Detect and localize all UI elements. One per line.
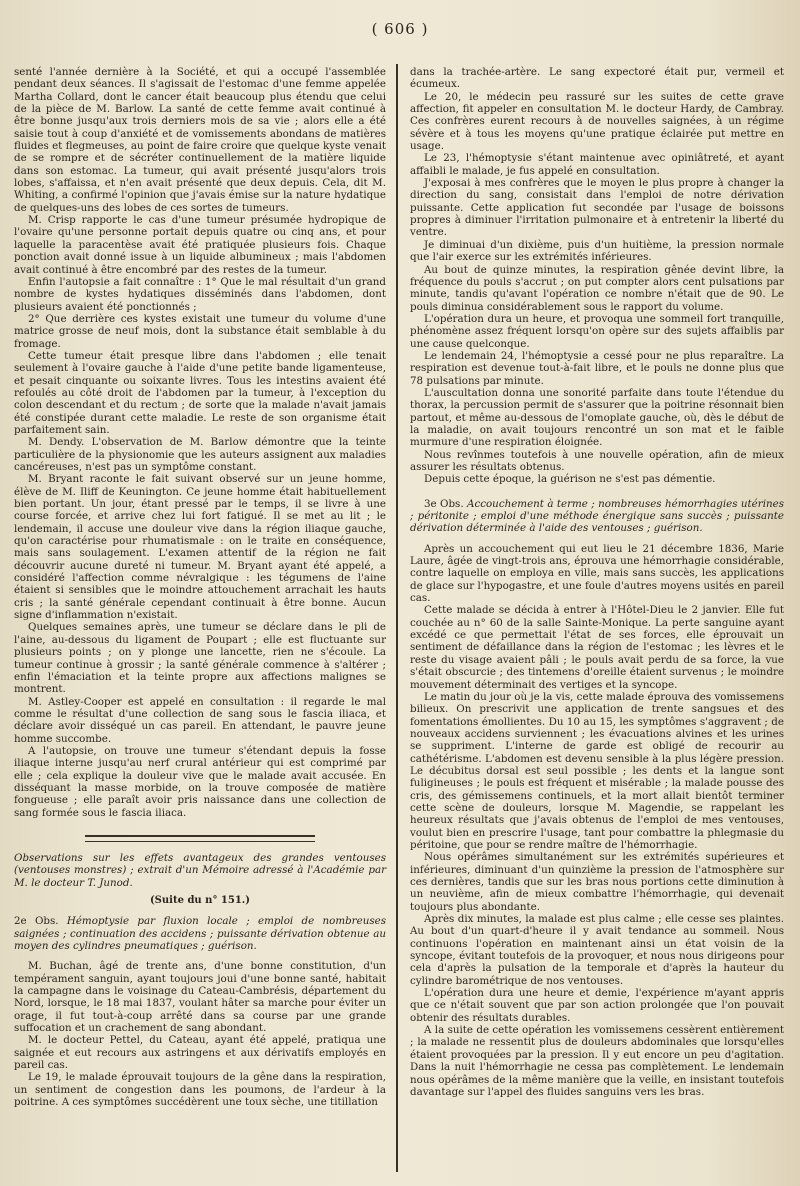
paragraph: Je diminuai d'un dixième, puis d'un huitième, la pression normale que l'air exerce sur les extrémités inférieures. <box>410 238 784 264</box>
paragraph: Après dix minutes, la malade est plus calme ; elle cesse ses plaintes. Au bout d'un quart-d'heure il y avait tendance au sommeil. Nous continuons l'opération en maintenant ainsi un état voisin de la syncope, évitant toutefois de la provoquer, et nous nous dirigeons pour cela d'après la pulsation de la temporale et d'après la hauteur du cylindre barométrique de nos ventouses. <box>410 913 784 987</box>
paragraph: Enfin l'autopsie a fait connaître : 1° Que le mal résultait d'un grand nombre de kystes hydatiques disséminés dans l'abdomen, dont plusieurs avaient été ponctionnés ; <box>14 275 386 313</box>
paragraph: Quelques semaines après, une tumeur se déclare dans le pli de l'aine, au-dessous du ligament de Poupart ; elle est fluctuante sur plusieurs points ; on y plonge une lancette, rien ne s'écoule. La tumeur continue à grossir ; la santé générale commence à s'altérer ; enfin l'émaciation et la teinte propre aux affections malignes se montrent. <box>14 621 386 696</box>
paragraph: M. Buchan, âgé de trente ans, d'une bonne constitution, d'un tempérament sanguin, ayant toujours joui d'une bonne santé, habitait la campagne dans le voisinage du Cateau-Cambrésis, département du Nord, lorsque, le 18 mai 1837, voulant hâter sa marche pour éviter un orage, il fut tout-à-coup arrêté dans sa course par une grande suffocation et un crachement de sang abondant. <box>14 960 386 1035</box>
observation-title: Hémoptysie par fluxion locale ; emploi de nombreuses saignées ; continuation des accidens ; puissante dérivation obtenue au moyen des cylindres pneumatiques ; guérison. <box>14 915 386 953</box>
paragraph: Le 23, l'hémoptysie s'étant maintenue avec opiniâtreté, et ayant affaibli le malade, je fus appelé en consultation. <box>410 152 784 177</box>
continuation-note: (Suite du n° 151.) <box>149 895 251 906</box>
page-number: ( 606 ) <box>371 20 429 38</box>
paragraph: Le 20, le médecin peu rassuré sur les suites de cette grave affection, fit appeler en consultation M. le docteur Hardy, de Cambray. Ces confrères eurent recours à de nouvelles saignées, à un régime sévère et à tous les moyens qu'une pratique éclairée put mettre en usage. <box>410 90 784 153</box>
paragraph: Nous revînmes toutefois à une nouvelle opération, afin de mieux assurer les résultats obtenus. <box>410 448 784 473</box>
paragraph: Cette malade se décida à entrer à l'Hôtel-Dieu le 2 janvier. Elle fut couchée au n° 60 de la salle Sainte-Monique. La perte sanguine ayant excédé ce que permettait l'état de ses forces, elle éprouvait un sentiment de défaillance dans la région de l'estomac ; les lèvres et le reste du visage avaient pâli ; le pouls avait perdu de sa force, la vue s'était obscurcie ; des tintemens d'oreille étaient survenus ; le moindre mouvement déterminait des vertiges et la syncope. <box>410 604 784 691</box>
paragraph: L'auscultation donna une sonorité parfaite dans toute l'étendue du thorax, la percussion permit de s'assurer que la poitrine résonnait bien partout, et même au-dessous de l'omoplate gauche, où, dès le début de la maladie, on avait toujours rencontré un son mat et le faible murmure d'une respiration éloignée. <box>410 386 784 449</box>
column-rule <box>396 64 398 1172</box>
observation-label: 2e Obs. <box>14 915 59 928</box>
article-title: Observations sur les effets avantageux des grandes ventouses (ventouses monstres) ; extrait d'un Mémoire adressé à l'Académie par M. le docteur T. Junod. <box>14 851 386 889</box>
paragraph: Depuis cette époque, la guérison ne s'est pas démentie. <box>424 473 716 486</box>
paragraph: M. Crisp rapporte le cas d'une tumeur présumée hydropique de l'ovaire qu'une personne portait depuis quatre ou cinq ans, et pour laquelle la paracentèse avait été pratiquée plusieurs fois. Chaque ponction avait donné issue à un liquide albumineux ; mais l'abdomen avait continué à être encombré par des restes de la tumeur. <box>14 214 386 276</box>
paragraph: J'exposai à mes confrères que le moyen le plus propre à changer la direction du sang, consistait dans l'emploi de notre dérivation puissante. Cette application fut secondée par l'usage de boissons propres à diminuer l'irritation pulmonaire et à entretenir la liberté du ventre. <box>410 177 784 239</box>
paragraph: Le lendemain 24, l'hémoptysie a cessé pour ne plus reparaître. La respiration est devenue tout-à-fait libre, et le pouls ne donne plus que 78 pulsations par minute. <box>410 349 784 387</box>
paragraph: Le 19, le malade éprouvait toujours de la gêne dans la respiration, un sentiment de congestion dans les poumons, de l'ardeur à la poitrine. A ces symptômes succédèrent une toux sèche, une titillation <box>14 1071 386 1109</box>
paragraph: M. Dendy. L'observation de M. Barlow démontre que la teinte particulière de la physionomie que les auteurs assignent aux maladies cancéreuses, n'est pas un symptôme constant. <box>14 436 386 473</box>
observation-label: 3e Obs. <box>424 497 464 510</box>
paragraph: senté l'année dernière à la Société, et qui a occupé l'assemblée pendant deux séances. Il s'agissait de l'estomac d'une femme appelée Martha Collard, dont le cancer était beaucoup plus étendu que celui de la pièce de M. Barlow. La santé de cette femme avait continué à être bonne jusqu'aux trois derniers mois de sa vie ; alors elle a été saisie tout à coup d'anxiété et de vomissements abondans de matières fluides et flegmeuses, au point de faire croire que quelque kyste venait de se rompre et de sécréter continuellement de la matière liquide dans son estomac. La tumeur, qui avait présenté jusqu'alors trois lobes, s'affaissa, et n'en avait présenté que deux depuis. Cela, dit M. Whiting, a confirmé l'opinion que j'avais émise sur la nature hydatique de quelques-uns des lobes de ces sortes de tumeurs. <box>14 66 386 214</box>
paragraph: A la suite de cette opération les vomissemens cessèrent entièrement ; la malade ne ressentit plus de douleurs abdominales que lorsqu'elles étaient provoquées par la pression. Il y eut encore un peu d'agitation. Dans la nuit l'hémorrhagie ne cessa pas complètement. Le lendemain nous opérâmes de la même manière que la veille, en insistant toutefois davantage sur l'appel des fluides sanguins vers les bras. <box>410 1024 784 1098</box>
observation-heading <box>14 915 386 952</box>
left-column <box>14 66 386 1109</box>
paragraph: A l'autopsie, on trouve une tumeur s'étendant depuis la fosse iliaque interne jusqu'au nerf crural antérieur qui est comprimé par elle ; cela explique la douleur vive que le malade avait accusée. En disséquant la masse morbide, on la trouve composée de matière fongueuse ; elle paraît avoir pris naissance dans une collection de sang formée sous le fascia iliaca. <box>14 744 386 819</box>
paragraph: L'opération dura une heure et demie, l'expérience m'ayant appris que ce n'était souvent que par son action prolongée que l'on pouvait obtenir des résultats durables. <box>410 987 784 1024</box>
paragraph: M. Bryant raconte le fait suivant observé sur un jeune homme, élève de M. Iliff de Keunington. Ce jeune homme était habituellement bien portant. Un jour, étant pressé par le temps, il se livre à une course forcée, et arrive chez lui fort fatigué. Il se met au lit ; le lendemain, il accuse une douleur vive dans la région iliaque gauche, qu'on caractérise pour rhumatismale : on le traite en conséquence, mais sans soulagement. L'examen attentif de la région ne fait découvrir aucune dureté ni tumeur. M. Bryant ayant été appelé, a considéré l'affection comme névralgique : les tégumens de l'aine étaient si sensibles que le moindre attouchement arrachait les hauts cris ; la santé générale cependant continuait à être bonne. Aucun signe d'inflammation n'existait. <box>14 473 386 622</box>
section-separator <box>85 835 315 842</box>
observation-heading <box>410 498 784 535</box>
paragraph: 2° Que derrière ces kystes existait une tumeur du volume d'une matrice grosse de neuf mois, dont la substance était semblable à du fromage. <box>14 312 386 350</box>
paragraph: Cette tumeur était presque libre dans l'abdomen ; elle tenait seulement à l'ovaire gauche à l'aide d'une petite bande ligamenteuse, et pesait cinquante ou soixante livres. Tous les intestins avaient été refoulés au côté droit de l'abdomen par la tumeur, à l'exception du colon descendant et du rectum ; de sorte que la malade n'avait jamais été constipée durant cette maladie. Le reste de son organisme était parfaitement sain. <box>14 349 386 436</box>
paragraph: L'opération dura un heure, et provoqua une sommeil fort tranquille, phénomène assez fréquent lorsqu'on opère sur des sujets affaiblis par une cause quelconque. <box>410 312 784 350</box>
paragraph: Le matin du jour où je la vis, cette malade éprouva des vomissemens bilieux. On prescrivit une application de trente sangsues et des fomentations émollientes. Du 10 au 15, les symptômes s'aggravent ; de nouveaux accidens surviennent ; les évacuations alvines et les urines se suppriment. L'interne de garde est obligé de recourir au cathétérisme. L'abdomen est devenu sensible à la plus légère pression. Le décubitus dorsal est seul possible ; les dents et la langue sont fuligineuses ; le pouls est fréquent et misérable ; la malade pousse des cris, des gémissemens continuels, et la mort allait bientôt terminer cette scène de douleurs, lorsque M. Magendie, se rappelant les heureux résultats que j'avais obtenus de l'emploi de mes ventouses, voulut bien en prescrire l'usage, tant pour combattre la phlegmasie du péritoine, que pour se rendre maître de l'hémorrhagie. <box>410 690 784 851</box>
paragraph: dans la trachée-artère. Le sang expectoré était pur, vermeil et écumeux. <box>410 66 784 91</box>
observation-title: Accouchement à terme ; nombreuses hémorrhagies utérines ; péritonite ; emploi d'une méthode énergique sans succès ; puissante dérivation déterminée à l'aide des ventouses ; guérison. <box>410 497 784 535</box>
paragraph: M. Astley-Cooper est appelé en consultation : il regarde le mal comme le résultat d'une collection de sang sous le fascia iliaca, et déclare avoir disséqué un cas pareil. En attendant, le pauvre jeune homme succombe. <box>14 695 386 745</box>
paragraph: Au bout de quinze minutes, la respiration gênée devint libre, la fréquence du pouls s'accrut ; on put compter alors cent pulsations par minute, tandis qu'avant l'opération ce nombre n'était que de 90. Le pouls diminua considérablement sous le rapport du volume. <box>410 263 784 313</box>
right-column <box>410 66 784 1098</box>
paragraph: Nous opérâmes simultanément sur les extrémités supérieures et inférieures, diminuant d'un quinzième la pression de l'atmosphère sur ces dernières, tandis que sur les bras nous portions cette diminution à un neuvième, afin de mieux combattre l'hémorrhagie, qui devenait toujours plus abondante. <box>410 851 784 913</box>
paragraph: M. le docteur Pettel, du Cateau, ayant été appelé, pratiqua une saignée et eut recours aux astringens et aux dérivatifs employés en pareil cas. <box>14 1034 386 1072</box>
paragraph: Après un accouchement qui eut lieu le 21 décembre 1836, Marie Laure, âgée de vingt-trois ans, éprouva une hémorrhagie considérable, contre laquelle on employa en ville, mais sans succès, les applications de glace sur l'hypogastre, et une foule d'autres moyens usités en pareil cas. <box>410 542 784 605</box>
